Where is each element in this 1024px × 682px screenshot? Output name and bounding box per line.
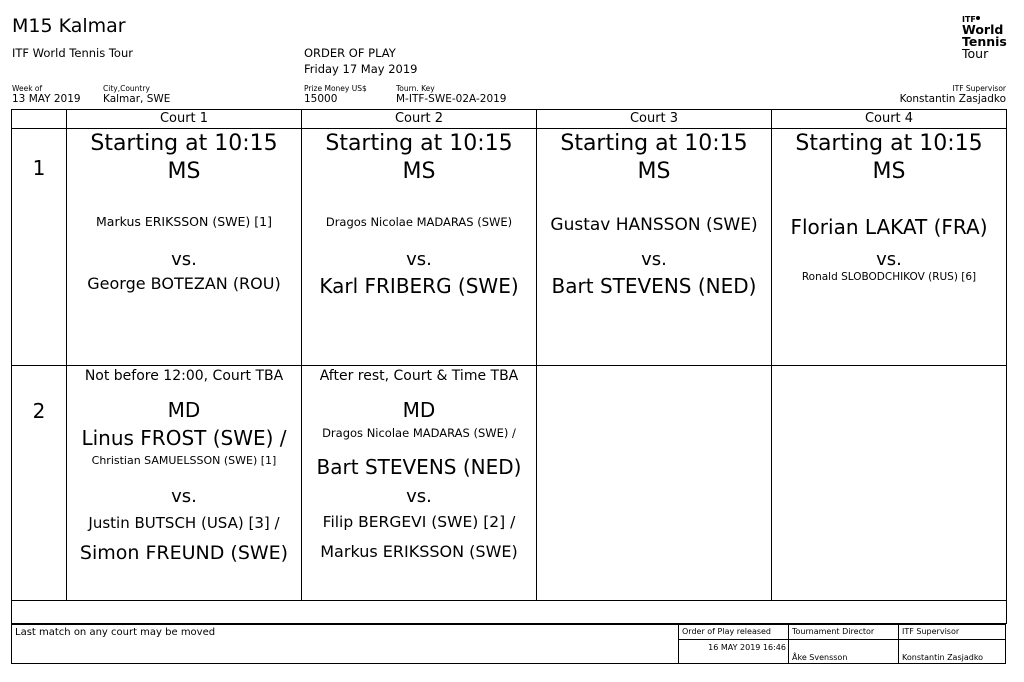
vs-label: vs. <box>406 486 432 507</box>
logo-line3: Tour <box>962 46 989 61</box>
logo-dot-icon <box>976 16 980 20</box>
court-2-header: Court 2 <box>302 110 537 129</box>
row-number <box>12 366 67 601</box>
player-1b: Bart STEVENS (NED) <box>316 455 522 479</box>
key-label: Tourn. Key <box>396 84 435 93</box>
match-cell <box>67 366 302 601</box>
match-cell <box>772 129 1007 366</box>
player-2: Ronald SLOBODCHIKOV (RUS) [6] <box>801 271 977 283</box>
player-1: Gustav HANSSON (SWE) <box>550 215 758 235</box>
match-time: Starting at 10:15 <box>325 131 513 156</box>
week-value: 13 MAY 2019 <box>12 93 81 105</box>
match-event: MS <box>167 159 201 184</box>
row-number <box>12 129 67 366</box>
footer-supervisor-value: Konstantin Zasjadko <box>902 653 984 662</box>
match-row-2 <box>12 366 1007 601</box>
court-header-row <box>12 110 1007 129</box>
player-2: George BOTEZAN (ROU) <box>87 274 281 293</box>
match-cell <box>67 129 302 366</box>
player-1a: Dragos Nicolae MADARAS (SWE) / <box>322 426 516 440</box>
match-event: MS <box>402 159 436 184</box>
released-label: Order of Play released <box>679 625 789 640</box>
match-time: After rest, Court & Time TBA <box>319 368 519 384</box>
player-1: Dragos Nicolae MADARAS (SWE) <box>325 215 513 229</box>
vs-label: vs. <box>171 486 197 507</box>
match-time: Not before 12:00, Court TBA <box>84 368 284 384</box>
tournament-title: M15 Kalmar <box>12 15 126 37</box>
match-row-1 <box>12 129 1007 366</box>
player-2a: Justin BUTSCH (USA) [3] / <box>88 514 280 532</box>
player-2: Bart STEVENS (NED) <box>551 274 757 298</box>
director-value: Åke Svensson <box>792 653 848 662</box>
match-time: Starting at 10:15 <box>795 131 983 156</box>
logo-line2: Tennis <box>962 34 1007 49</box>
spacer-cell <box>12 601 1007 624</box>
row-number-2: 2 <box>32 399 46 423</box>
match-event: MD <box>402 398 436 422</box>
match-event: MS <box>872 159 906 184</box>
vs-label: vs. <box>406 249 432 270</box>
player-2a: Filip BERGEVI (SWE) [2] / <box>322 513 516 531</box>
court-3-header: Court 3 <box>537 110 772 129</box>
director-label: Tournament Director <box>789 625 899 640</box>
player-1a: Linus FROST (SWE) / <box>81 426 287 450</box>
court-4-header: Court 4 <box>772 110 1007 129</box>
match-event: MD <box>167 398 201 422</box>
key-value: M-ITF-SWE-02A-2019 <box>396 93 507 105</box>
prize-label: Prize Money US$ <box>304 84 367 93</box>
header-corner <box>12 110 67 129</box>
order-of-play-table <box>11 109 1007 624</box>
footer-note: Last match on any court may be moved <box>15 627 216 638</box>
tour-subtitle: ITF World Tennis Tour <box>12 46 133 60</box>
match-time: Starting at 10:15 <box>560 131 748 156</box>
court-1-header: Court 1 <box>67 110 302 129</box>
vs-label: vs. <box>171 249 197 270</box>
match-cell <box>537 129 772 366</box>
order-of-play-title: ORDER OF PLAY <box>304 46 396 60</box>
vs-label: vs. <box>876 249 902 270</box>
match-event: MS <box>637 159 671 184</box>
spacer-row <box>12 601 1007 624</box>
released-column <box>678 625 789 663</box>
empty-cell <box>772 366 1007 601</box>
player-1b: Christian SAMUELSSON (SWE) [1] <box>91 454 277 467</box>
supervisor-label: ITF Supervisor <box>952 84 1006 93</box>
supervisor-column <box>898 625 1006 663</box>
week-label: Week of <box>12 84 43 93</box>
player-2: Karl FRIBERG (SWE) <box>319 274 519 298</box>
match-cell <box>302 129 537 366</box>
vs-label: vs. <box>641 249 667 270</box>
player-1: Florian LAKAT (FRA) <box>790 215 988 239</box>
footer-box <box>11 624 1006 664</box>
row-number-1: 1 <box>32 156 46 180</box>
logo-line1: World <box>962 22 1004 37</box>
player-2b: Simon FREUND (SWE) <box>79 542 289 564</box>
player-2b: Markus ERIKSSON (SWE) <box>320 542 518 561</box>
match-time: Starting at 10:15 <box>90 131 278 156</box>
city-label: City,Country <box>103 84 150 93</box>
prize-value: 15000 <box>304 93 338 105</box>
itf-logo <box>962 15 1008 60</box>
released-value: 16 MAY 2019 16:46 <box>708 643 786 652</box>
empty-cell <box>537 366 772 601</box>
supervisor-value: Konstantin Zasjadko <box>899 93 1006 105</box>
player-1: Markus ERIKSSON (SWE) [1] <box>96 214 272 229</box>
logo-itf: ITF <box>962 15 976 24</box>
footer-supervisor-label: ITF Supervisor <box>899 625 1006 640</box>
match-cell <box>302 366 537 601</box>
director-column <box>788 625 899 663</box>
order-date: Friday 17 May 2019 <box>304 62 418 76</box>
city-value: Kalmar, SWE <box>103 93 171 105</box>
